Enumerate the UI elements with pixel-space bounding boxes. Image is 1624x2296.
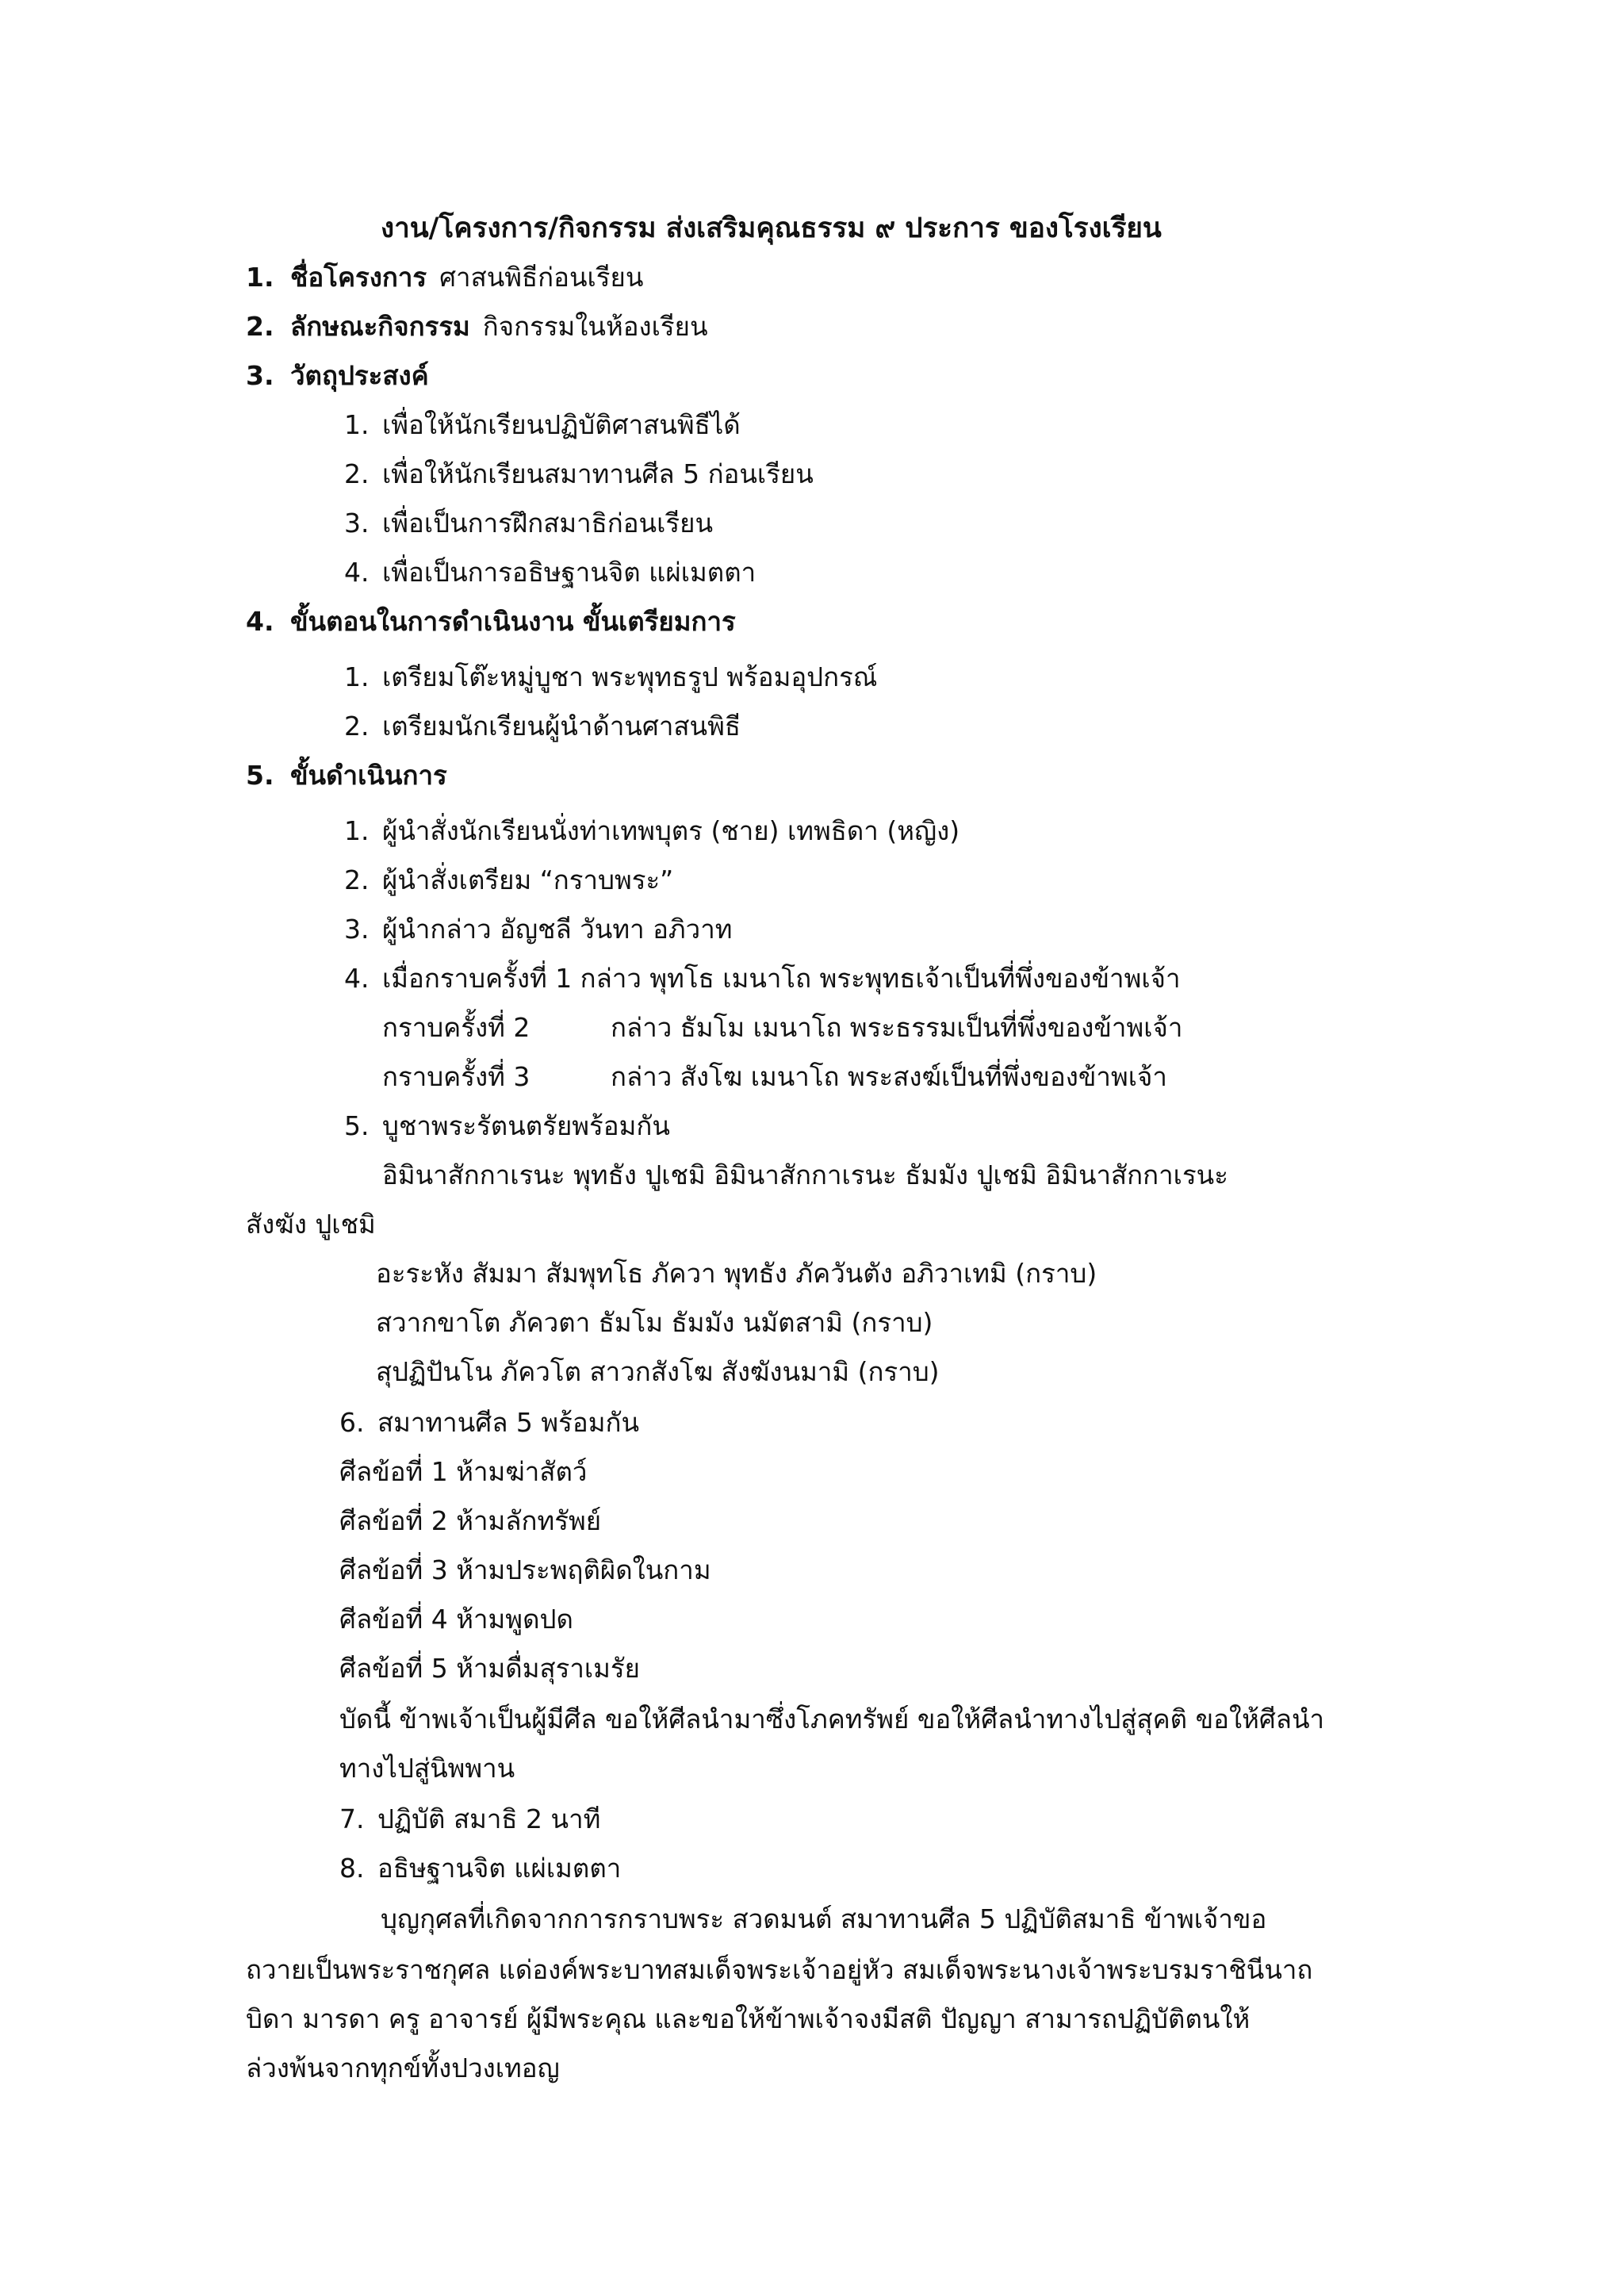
item-number: 4. xyxy=(344,963,370,994)
closing-paragraph-line: บุญกุศลที่เกิดจากการกราบพระ สวดมนต์ สมาทานศีล 5 ปฏิบัติสมาธิ ข้าพเจ้าขอ xyxy=(381,1903,1267,1934)
item-number: 2. xyxy=(344,458,370,489)
closing-paragraph-line: ล่วงพ้นจากทุกข์ทั้งปวงเทอญ xyxy=(246,2053,560,2083)
chant-line: สวากขาโต ภัควตา ธัมโม ธัมมัง นมัตสามิ (กราบ) xyxy=(376,1307,933,1338)
item-number: 2. xyxy=(344,864,370,895)
section-label: ชื่อโครงการ xyxy=(290,262,427,293)
list-item xyxy=(344,709,741,744)
list-item xyxy=(339,1405,639,1440)
precept-line: ศีลข้อที่ 2 ห้ามลักทรัพย์ xyxy=(339,1505,602,1536)
section-value: ศาสนพิธีก่อนเรียน xyxy=(439,262,644,293)
item-text: ผู้นำสั่งเตรียม “กราบพระ” xyxy=(382,864,674,895)
item-number: 1. xyxy=(344,409,370,440)
prostration-row-3 xyxy=(382,1060,1167,1094)
closing-paragraph-line: ถวายเป็นพระราชกุศล แด่องค์พระบาทสมเด็จพระเจ้าอยู่หัว สมเด็จพระนางเจ้าพระบรมราชินีนาถ xyxy=(246,1954,1313,1985)
closing-paragraph-line: บิดา มารดา ครู อาจารย์ ผู้มีพระคุณ และขอให้ข้าพเจ้าจงมีสติ ปัญญา สามารถปฏิบัติตนให้ xyxy=(246,2003,1251,2034)
item-text: บูชาพระรัตนตรัยพร้อมกัน xyxy=(382,1110,670,1141)
item-text: เมื่อกราบครั้งที่ 1 กล่าว พุทโธ เมนาโถ พระพุทธเจ้าเป็นที่พึ่งของข้าพเจ้า xyxy=(382,963,1181,994)
item-number: 1. xyxy=(344,815,370,846)
item-number: 2. xyxy=(344,711,370,742)
item-text: ผู้นำกล่าว อัญชลี วันทา อภิวาท xyxy=(382,914,733,945)
item-number: 3. xyxy=(344,508,370,539)
vow-line: บัดนี้ ข้าพเจ้าเป็นผู้มีศีล ขอให้ศีลนำมาซึ่งโภคทรัพย์ ขอให้ศีลนำทางไปสู่สุคติ ขอให้ศีลนำ xyxy=(339,1704,1325,1734)
precept-line: ศีลข้อที่ 1 ห้ามฆ่าสัตว์ xyxy=(339,1456,588,1487)
section-label: วัตถุประสงค์ xyxy=(290,360,429,391)
section-4 xyxy=(246,604,736,639)
item-number: 6. xyxy=(339,1407,365,1438)
chant-line: อะระหัง สัมมา สัมพุทโธ ภัควา พุทธัง ภัควันตัง อภิวาเทมิ (กราบ) xyxy=(376,1258,1097,1289)
prostration-text: กล่าว ธัมโม เมนาโถ พระธรรมเป็นที่พึ่งของข้าพเจ้า xyxy=(611,1012,1183,1043)
chant-line: สังฆัง ปูเชมิ xyxy=(246,1209,376,1240)
item-number: 4. xyxy=(344,557,370,588)
section-number: 2. xyxy=(246,311,274,342)
item-number: 7. xyxy=(339,1803,365,1834)
item-text: เพื่อเป็นการฝึกสมาธิก่อนเรียน xyxy=(382,508,714,539)
section-number: 3. xyxy=(246,360,274,391)
item-text: ปฏิบัติ สมาธิ 2 นาที xyxy=(377,1803,601,1834)
section-number: 5. xyxy=(246,760,274,791)
prostration-row-2 xyxy=(382,1010,1182,1045)
item-number: 3. xyxy=(344,914,370,945)
item-number: 5. xyxy=(344,1110,370,1141)
item-number: 1. xyxy=(344,661,370,692)
item-text: เตรียมนักเรียนผู้นำด้านศาสนพิธี xyxy=(382,711,741,742)
vow-line: ทางไปสู่นิพพาน xyxy=(339,1753,515,1784)
page-title: งาน/โครงการ/กิจกรรม ส่งเสริมคุณธรรม ๙ ประการ ของโรงเรียน xyxy=(381,213,1162,244)
section-value: กิจกรรมในห้องเรียน xyxy=(482,311,708,342)
item-text: สมาทานศีล 5 พร้อมกัน xyxy=(377,1407,639,1438)
list-item xyxy=(344,408,741,443)
item-text: อธิษฐานจิต แผ่เมตตา xyxy=(377,1853,622,1884)
precept-line: ศีลข้อที่ 3 ห้ามประพฤติผิดในกาม xyxy=(339,1554,711,1585)
section-label: ขั้นดำเนินการ xyxy=(290,760,447,791)
item-text: ผู้นำสั่งนักเรียนนั่งท่าเทพบุตร (ชาย) เทพธิดา (หญิง) xyxy=(382,815,960,846)
list-item xyxy=(344,660,877,695)
precept-line: ศีลข้อที่ 5 ห้ามดื่มสุราเมรัย xyxy=(339,1653,640,1684)
section-number: 1. xyxy=(246,262,274,293)
list-item xyxy=(344,506,713,541)
section-5 xyxy=(246,758,447,793)
list-item xyxy=(344,814,959,849)
list-item xyxy=(339,1802,600,1837)
list-item xyxy=(339,1851,621,1886)
section-3 xyxy=(246,358,429,393)
section-number: 4. xyxy=(246,606,274,637)
list-item xyxy=(344,555,756,590)
precept-line: ศีลข้อที่ 4 ห้ามพูดปด xyxy=(339,1604,573,1635)
item-text: เพื่อให้นักเรียนปฏิบัติศาสนพิธีได้ xyxy=(382,409,741,440)
section-1 xyxy=(246,260,643,295)
section-label: ลักษณะกิจกรรม xyxy=(290,311,470,342)
chant-line: อิมินาสักกาเรนะ พุทธัง ปูเชมิ อิมินาสักกาเรนะ ธัมมัง ปูเชมิ อิมินาสักกาเรนะ xyxy=(382,1159,1228,1190)
list-item xyxy=(344,961,1180,996)
prostration-label: กราบครั้งที่ 3 xyxy=(382,1061,530,1092)
section-2 xyxy=(246,309,708,344)
prostration-text: กล่าว สังโฆ เมนาโถ พระสงฆ์เป็นที่พึ่งของข้าพเจ้า xyxy=(611,1061,1167,1092)
chant-line: สุปฏิปันโน ภัควโต สาวกสังโฆ สังฆังนมามิ (กราบ) xyxy=(376,1356,940,1387)
section-label: ขั้นตอนในการดำเนินงาน ขั้นเตรียมการ xyxy=(290,606,736,637)
list-item xyxy=(344,457,814,492)
list-item xyxy=(344,863,673,898)
item-number: 8. xyxy=(339,1853,365,1884)
prostration-label: กราบครั้งที่ 2 xyxy=(382,1012,530,1043)
item-text: เพื่อให้นักเรียนสมาทานศีล 5 ก่อนเรียน xyxy=(382,458,814,489)
list-item xyxy=(344,1109,670,1144)
list-item xyxy=(344,912,732,947)
item-text: เตรียมโต๊ะหมู่บูชา พระพุทธรูป พร้อมอุปกรณ์ xyxy=(382,661,878,692)
item-text: เพื่อเป็นการอธิษฐานจิต แผ่เมตตา xyxy=(382,557,756,588)
